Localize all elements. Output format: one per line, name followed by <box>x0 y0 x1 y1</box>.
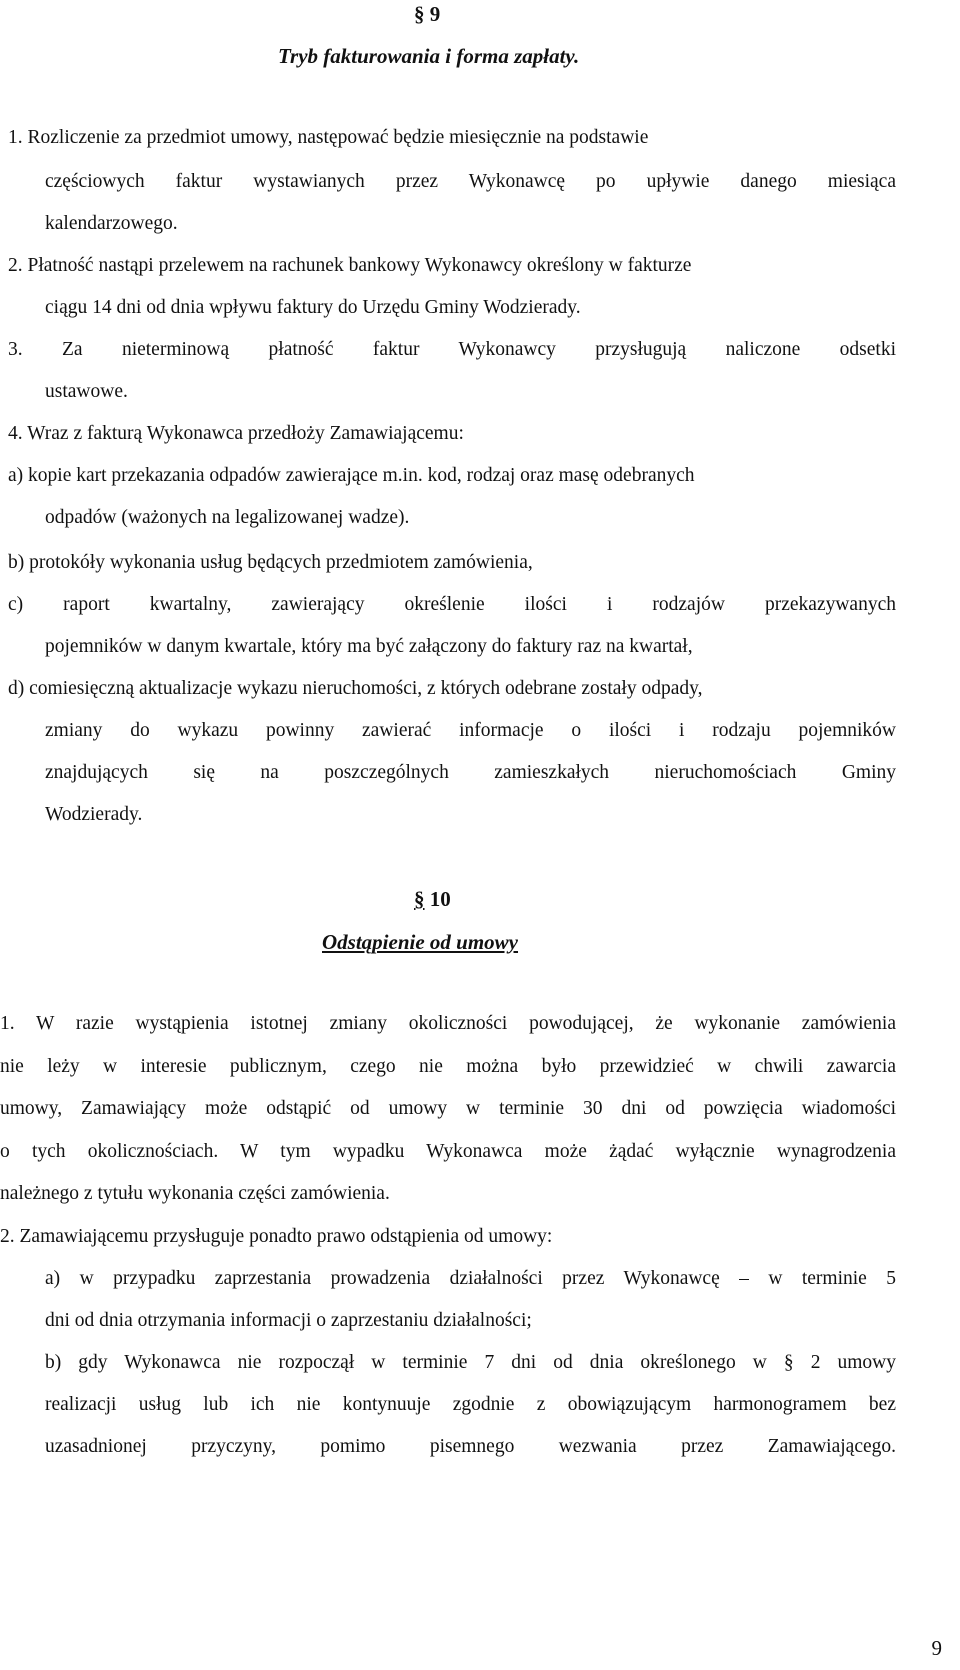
s9-line-16: znajdujących się na poszczególnych zamieszkałych nieruchomościach Gminy <box>45 762 896 783</box>
s10-line-5: należnego z tytułu wykonania części zamówienia. <box>0 1183 390 1204</box>
s9-line-17: Wodzierady. <box>45 804 143 825</box>
s10-line-10: realizacji usług lub ich nie kontynuuje zgodnie z obowiązującym harmonogramem bez <box>45 1394 896 1415</box>
s10-line-2: nie leży w interesie publicznym, czego nie można było przewidzieć w chwili zawarcia <box>0 1056 896 1077</box>
s9-line-13: pojemników w danym kwartale, który ma być załączony do faktury raz na kwartał, <box>45 636 693 657</box>
section-10-title: Odstąpienie od umowy <box>322 930 519 954</box>
s9-line-9: a) kopie kart przekazania odpadów zawierające m.in. kod, rodzaj oraz masę odebranych <box>8 465 695 486</box>
section-mark: § <box>414 2 425 26</box>
s10-line-8: dni od dnia otrzymania informacji o zaprzestaniu działalności; <box>45 1310 532 1331</box>
section-9-heading <box>414 2 440 26</box>
section-10-heading <box>414 887 451 911</box>
s9-line-12: c) raport kwartalny, zawierający określenie ilości i rodzajów przekazywanych <box>8 594 896 615</box>
section-mark: § <box>414 887 425 911</box>
s10-line-6: 2. Zamawiającemu przysługuje ponadto prawo odstąpienia od umowy: <box>0 1226 553 1247</box>
s9-line-10: odpadów (ważonych na legalizowanej wadze). <box>45 507 410 528</box>
s10-line-7: a) w przypadku zaprzestania prowadzenia działalności przez Wykonawcę – w terminie 5 <box>45 1268 896 1289</box>
s9-line-3: kalendarzowego. <box>45 213 178 234</box>
s10-line-9: b) gdy Wykonawca nie rozpoczął w terminie 7 dni od dnia określonego w § 2 umowy <box>45 1352 896 1373</box>
s10-line-11: uzasadnionej przyczyny, pomimo pisemnego wezwania przez Zamawiającego. <box>45 1436 896 1457</box>
page-number: 9 <box>931 1636 942 1660</box>
s9-line-11: b) protokóły wykonania usług będących przedmiotem zamówienia, <box>8 552 533 573</box>
section-9-number: 9 <box>429 2 441 26</box>
section-9-title: Tryb fakturowania i forma zapłaty. <box>278 44 580 68</box>
s9-line-8: 4. Wraz z fakturą Wykonawca przedłoży Zamawiającemu: <box>8 423 464 444</box>
s10-line-4: o tych okolicznościach. W tym wypadku Wykonawca może żądać wyłącznie wynagrodzenia <box>0 1141 896 1162</box>
s9-line-6: 3. Za nieterminową płatność faktur Wykonawcy przysługują naliczone odsetki <box>8 339 896 360</box>
section-10-number: 10 <box>429 887 451 911</box>
s9-line-1: 1. Rozliczenie za przedmiot umowy, następować będzie miesięcznie na podstawie <box>8 127 649 148</box>
s10-line-3: umowy, Zamawiający może odstąpić od umowy w terminie 30 dni od powzięcia wiadomości <box>0 1098 896 1119</box>
s9-line-4: 2. Płatność nastąpi przelewem na rachunek bankowy Wykonawcy określony w fakturze <box>8 255 692 276</box>
s9-line-15: zmiany do wykazu powinny zawierać informacje o ilości i rodzaju pojemników <box>45 720 896 741</box>
s9-line-2: częściowych faktur wystawianych przez Wykonawcę po upływie danego miesiąca <box>45 171 896 192</box>
s10-line-1: 1. W razie wystąpienia istotnej zmiany okoliczności powodującej, że wykonanie zamówienia <box>0 1013 896 1034</box>
s9-line-7: ustawowe. <box>45 381 128 402</box>
s9-line-5: ciągu 14 dni od dnia wpływu faktury do Urzędu Gminy Wodzierady. <box>45 297 581 318</box>
s9-line-14: d) comiesięczną aktualizacje wykazu nieruchomości, z których odebrane zostały odpady, <box>8 678 703 699</box>
